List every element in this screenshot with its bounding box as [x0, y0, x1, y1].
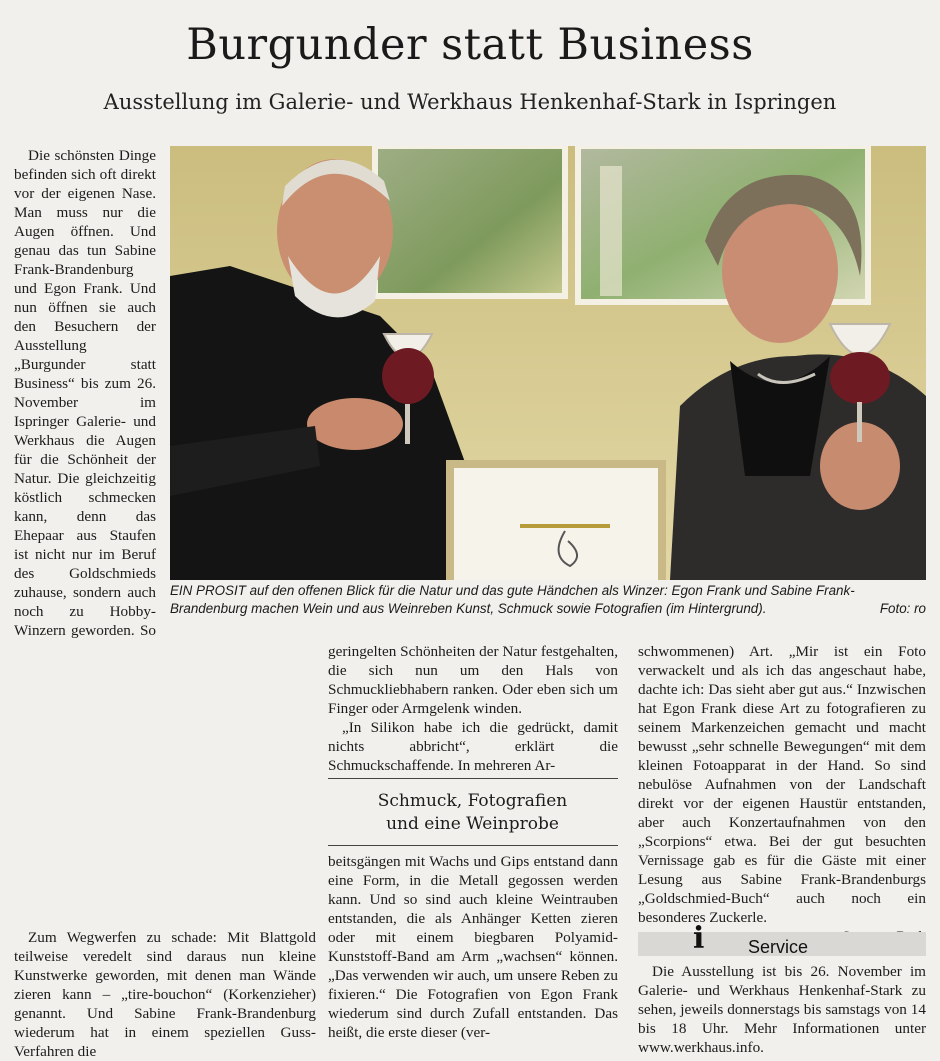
- article-photo: [170, 146, 926, 580]
- service-text-block: [638, 962, 926, 1057]
- service-label: Service: [748, 937, 809, 957]
- photo-illustration: [170, 146, 926, 580]
- article-column-3: [638, 642, 926, 946]
- paragraph: Zum Wegwerfen zu schade: Mit Blattgold teilweise veredelt sind daraus nun kleine Kunstwerke geworden, mit denen man Wände zieren kann – „tire-bouchon“ (Korkenzieher) genannt. Und Sabine Frank-Brandenburg wiederum hat in einem speziellen Guss-Verfahren die: [14, 929, 316, 1060]
- article-column-2a: [328, 642, 618, 775]
- subtitle-line: Schmuck, Fotografien: [377, 791, 568, 811]
- paragraph: „In Silikon habe ich die gedrückt, damit nichts abbricht“, erklärt die Schmuckschaffende. In mehreren Ar-: [328, 719, 618, 774]
- paragraph: Die schönsten Dinge befinden sich oft direkt vor der eigenen Nase. Man muss nur die Augen öffnen. Und genau das tun Sabine Frank-Brandenburg und Egon Frank. Und nun öffnen sie auch den Besuchern der Ausstellung „Burgunder statt Business“ bis zum 26. November im Ispringer Galerie- und Werkhaus die Augen für die Schönheit der Natur. Die gleichzeitig köstlich schmecken kann, denn das Ehepaar aus Staufen ist nicht nur im Beruf des Goldschmieds zuhause, sondern auch noch zu Hobby-Winzern geworden. So: [14, 147, 156, 638]
- subtitle-rule-top: [328, 778, 618, 779]
- article-column-1a: [14, 146, 156, 638]
- article-column-1b: [14, 928, 316, 1061]
- paragraph: geringelten Schönheiten der Natur festgehalten, die sich nun um den Hals von Schmuckliebhabern ranken. Oder eben sich um Finger oder Armgelenk winden.: [328, 643, 618, 717]
- caption-text: EIN PROSIT auf den offenen Blick für die Natur und das gute Händchen als Winzer: Egon Frank und Sabine Frank-Brandenburg machen Wein und aus Weinreben Kunst, Schmuck sowie Fotografien (im Hintergrund).: [170, 583, 855, 616]
- paragraph: beitsgängen mit Wachs und Gips entstand dann eine Form, in die Metall gegossen werden kann. Und so sind auch kleine Weintrauben entstanden, die als Anhänger Ketten zieren oder mit einem biegbaren Polyamid-Kunststoff-Band am Arm „wachsen“ können. „Das verwenden wir auch, um unsere Reben zu fixieren.“ Die Fotografien von Egon Frank wiederum sind durch Zufall entstanden. Das heißt, die erste dieser (ver-: [328, 853, 618, 1041]
- section-subtitle: [330, 790, 615, 836]
- headline: Burgunder statt Business: [186, 20, 754, 70]
- subheadline: Ausstellung im Galerie- und Werkhaus Henkenhaf-Stark in Ispringen: [103, 90, 837, 114]
- paragraph: schwommenen) Art. „Mir ist ein Foto verwackelt und als ich das angeschaut habe, dachte ich: Das sieht aber gut aus.“ Inzwischen hat Egon Frank diese Art zu fotografieren zu seinem Markenzeichen gemacht und macht bewusst „sehr schnelle Bewegungen“ mit dem kleinen Fotoapparat in der Hand. So sind nebulöse Aufnahmen von der Landschaft direkt vor der eigenen Haustür entstanden, aber auch Konzertaufnahmen von den „Scorpions“ etwa. Bei der gut besuchten Vernissage gab es für die Gäste mit einer Lesung aus Sabine Frank-Brandenburgs „Goldschmied-Buch“ auch noch ein besonderes Zuckerle.: [638, 643, 926, 926]
- photo-caption: [170, 582, 926, 618]
- article-column-2b: [328, 852, 618, 1042]
- subtitle-rule-bottom: [328, 845, 618, 846]
- photo-credit: Foto: ro: [879, 601, 926, 616]
- service-text: Die Ausstellung ist bis 26. November im Galerie- und Werkhaus Henkenhaf-Stark zu sehen, jeweils donnerstags bis samstags von 14 bis 18 Uhr. Mehr Informationen unter www.werkhaus.info.: [638, 963, 926, 1056]
- info-icon: i: [693, 921, 705, 956]
- subtitle-line: und eine Weinprobe: [386, 814, 559, 834]
